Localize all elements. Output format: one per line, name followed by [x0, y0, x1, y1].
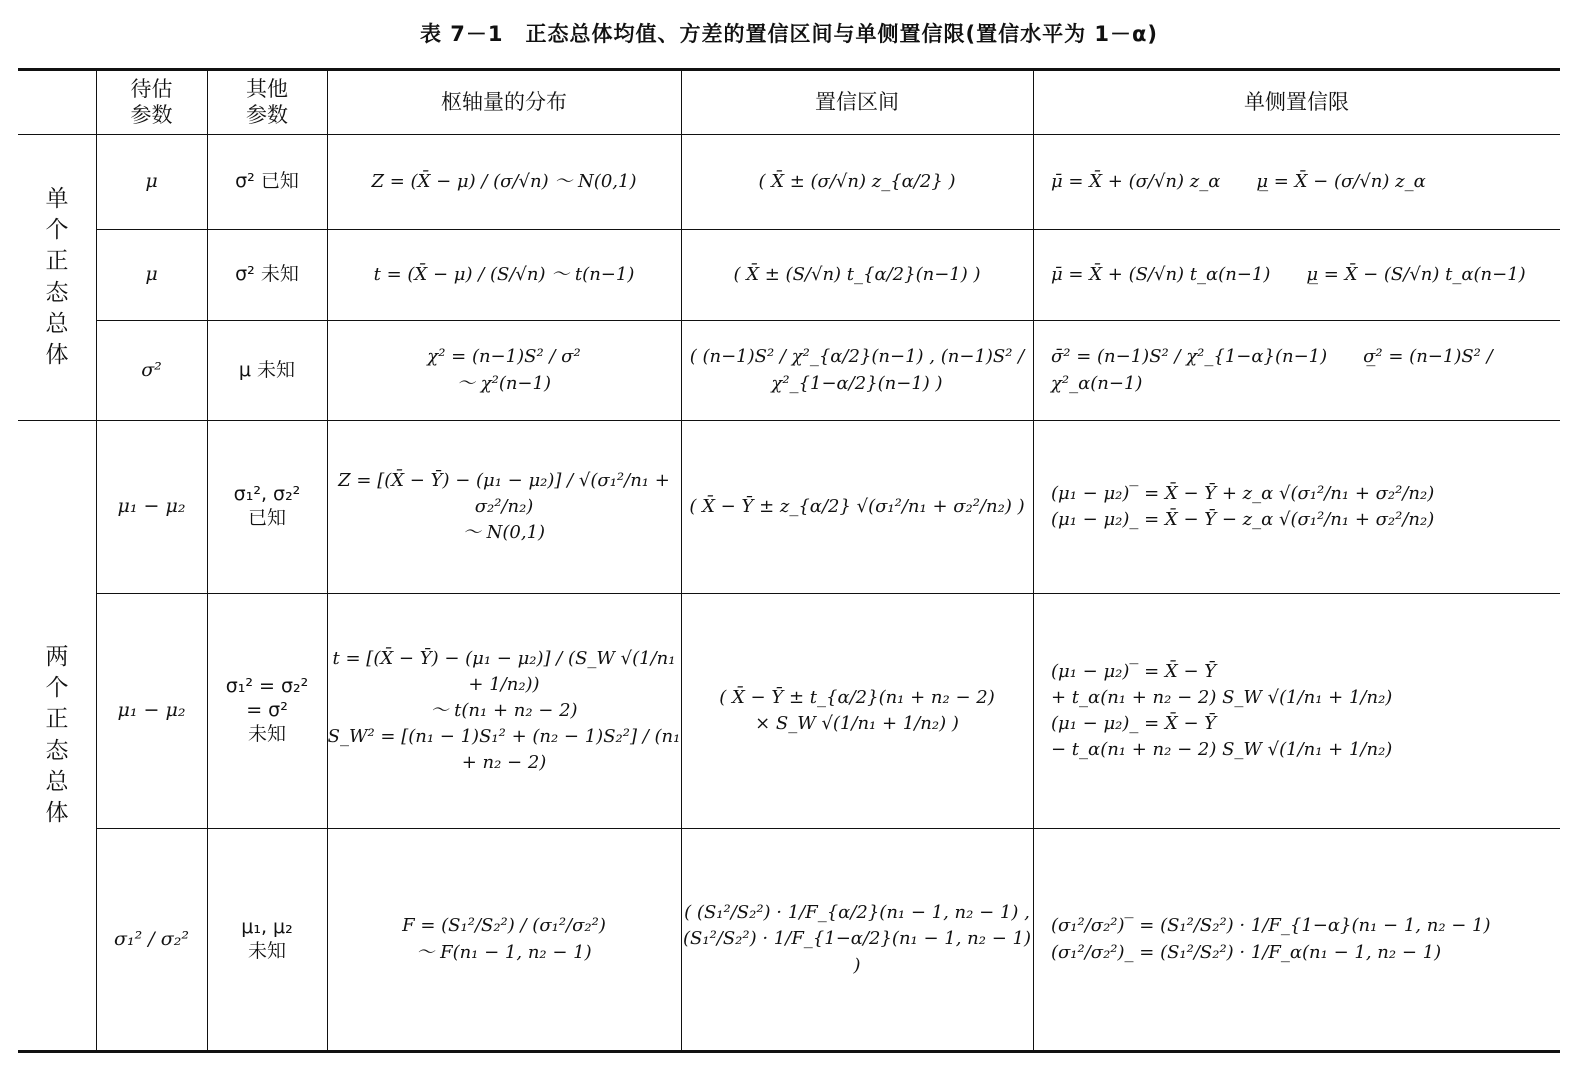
row-pivot: F = (S₁²/S₂²) / (σ₁²/σ₂²) ～ F(n₁ − 1, n₂ − 1): [402, 915, 606, 963]
row-other-params: σ₁², σ₂² 已知: [233, 483, 301, 529]
row-param: σ₁² / σ₂²: [114, 927, 189, 950]
header-one-sided: 单侧置信限: [1244, 89, 1349, 114]
row-interval: ( X̄ − Ȳ ± z_{α/2} √(σ₁²/n₁ + σ₂²/n₂) ): [689, 495, 1025, 517]
row-param: μ: [145, 263, 158, 286]
row-interval: ( X̄ ± (σ/√n) z_{α/2} ): [758, 170, 956, 192]
group-label-single: 单 个 正 态 总 体: [45, 186, 69, 368]
table-bottom-rule: [18, 1050, 1560, 1053]
row-other-params: μ₁, μ₂ 未知: [241, 915, 293, 962]
row-param: μ: [145, 170, 158, 193]
row-interval: ( (n−1)S² / χ²_{α/2}(n−1) , (n−1)S² / χ²_{1−α/2}(n−1) ): [689, 346, 1025, 394]
row-pivot: t = [(X̄ − Ȳ) − (μ₁ − μ₂)] / (S_W √(1/n₁ + 1/n₂)) ～ t(n₁ + n₂ − 2) S_W² = [(n₁ − 1)S₁² + (n₂ − 1)S₂²] / (n₁ + n₂ − 2): [327, 647, 681, 774]
row-param: σ²: [141, 358, 162, 381]
row-param: μ₁ − μ₂: [117, 699, 186, 722]
row-one-sided: (σ₁²/σ₂²)‾ = (S₁²/S₂²) · 1/F_{1−α}(n₁ − 1, n₂ − 1) (σ₁²/σ₂²)_ = (S₁²/S₂²) · 1/F_α(n₁ − 1, n₂ − 1): [1051, 915, 1491, 963]
row-pivot: t = (X̄ − μ) / (S/√n) ～ t(n−1): [373, 263, 635, 285]
header-param: 待估 参数: [130, 76, 173, 127]
row-one-sided: μ̄ = X̄ + (σ/√n) z_α μ̲ = X̄ − (σ/√n) z_α: [1051, 170, 1426, 192]
group-label-two: 两 个 正 态 总 体: [45, 644, 69, 826]
table-title: 表 7－1 正态总体均值、方差的置信区间与单侧置信限(置信水平为 1－α): [419, 22, 1159, 46]
row-one-sided: (μ₁ − μ₂)‾ = X̄ − Ȳ + t_α(n₁ + n₂ − 2) S_W √(1/n₁ + 1/n₂) (μ₁ − μ₂)_ = X̄ − Ȳ − t_α(n₁ + n₂ − 2) S_W √(1/n₁ + 1/n₂): [1051, 660, 1393, 761]
row-other-params: σ₁² = σ₂² = σ² 未知: [225, 675, 309, 745]
row-pivot: Z = (X̄ − μ) / (σ/√n) ～ N(0,1): [371, 170, 637, 192]
row-other-params: σ² 已知: [235, 170, 299, 193]
row-one-sided: (μ₁ − μ₂)‾ = X̄ − Ȳ + z_α √(σ₁²/n₁ + σ₂²/n₂) (μ₁ − μ₂)_ = X̄ − Ȳ − z_α √(σ₁²/n₁ + σ₂²/n₂): [1051, 482, 1435, 530]
row-param: μ₁ − μ₂: [117, 495, 186, 518]
row-other-params: σ² 未知: [235, 263, 299, 286]
row-one-sided: σ̄² = (n−1)S² / χ²_{1−α}(n−1) σ̲² = (n−1)S² / χ²_α(n−1): [1051, 346, 1493, 394]
row-pivot: χ² = (n−1)S² / σ² ～ χ²(n−1): [427, 346, 581, 394]
header-interval: 置信区间: [815, 89, 899, 114]
header-pivot: 枢轴量的分布: [441, 89, 567, 114]
row-interval: ( X̄ ± (S/√n) t_{α/2}(n−1) ): [733, 263, 981, 285]
row-other-params: μ 未知: [238, 358, 296, 381]
row-interval: ( X̄ − Ȳ ± t_{α/2}(n₁ + n₂ − 2) × S_W √(1/n₁ + 1/n₂) ): [719, 686, 995, 734]
row-pivot: Z = [(X̄ − Ȳ) − (μ₁ − μ₂)] / √(σ₁²/n₁ + σ₂²/n₂) ～ N(0,1): [338, 469, 670, 544]
row-interval: ( (S₁²/S₂²) · 1/F_{α/2}(n₁ − 1, n₂ − 1) , (S₁²/S₂²) · 1/F_{1−α/2}(n₁ − 1, n₂ − 1) ): [683, 902, 1031, 976]
row-one-sided: μ̄ = X̄ + (S/√n) t_α(n−1) μ̲ = X̄ − (S/√n) t_α(n−1): [1051, 263, 1526, 285]
header-other-params: 其他 参数: [246, 76, 288, 127]
